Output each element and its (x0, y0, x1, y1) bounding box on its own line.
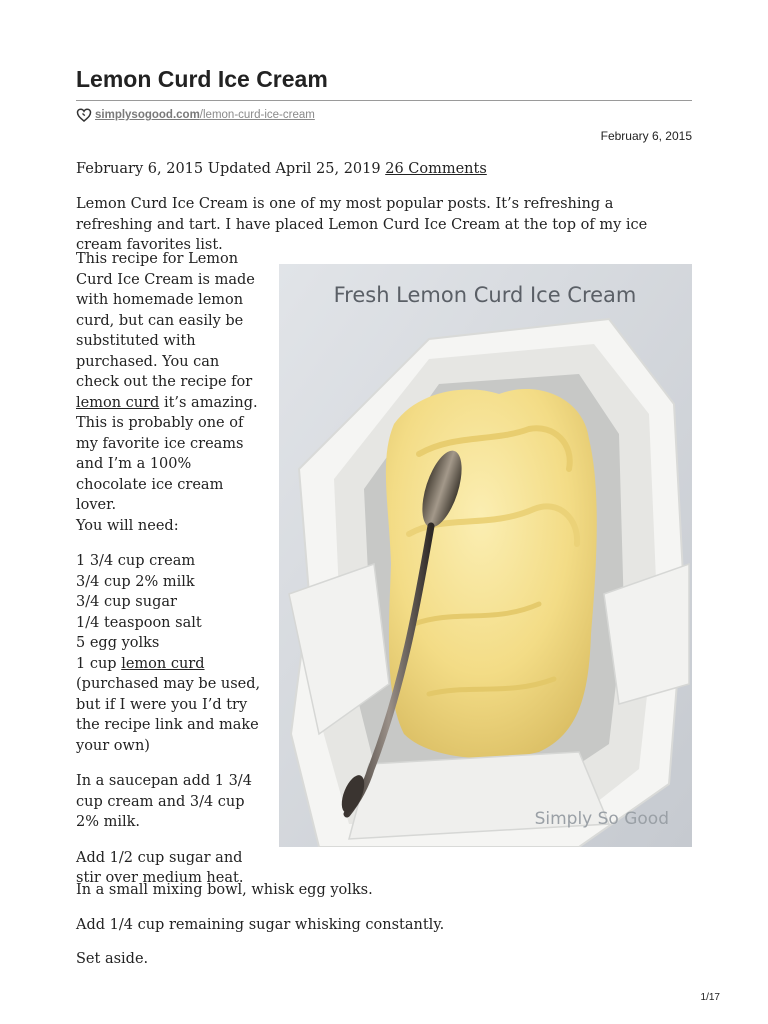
title-divider (76, 100, 692, 101)
post-meta (76, 159, 487, 180)
ingredient-lemon-curd-link[interactable]: lemon curd (121, 655, 205, 672)
heart-icon (76, 107, 92, 123)
ingredient-milk: 3/4 cup 2% milk (76, 573, 195, 590)
step-saucepan: In a saucepan add 1 3/4 cup cream and 3/4 cup 2% milk. (76, 773, 252, 830)
you-will-need-heading: You will need: (76, 517, 179, 534)
post-dates: February 6, 2015 Updated April 25, 2019 (76, 161, 381, 177)
ice-cream-photo (279, 264, 692, 847)
ingredients-list (76, 551, 261, 756)
steps-list (76, 880, 692, 984)
photo-caption: Fresh Lemon Curd Ice Cream (333, 283, 637, 307)
description-paragraph (76, 249, 261, 516)
description-text: This recipe for Lemon Curd Ice Cream is made with homemade lemon curd, but can easily be substituted with purchased. You can check out the recipe for (76, 251, 255, 390)
clip-date: February 6, 2015 (600, 129, 692, 143)
step-add-remaining-sugar: Add 1/4 cup remaining sugar whisking constantly. (76, 916, 445, 933)
ingredient-curd-prefix: 1 cup (76, 655, 117, 672)
step-set-aside: Set aside. (76, 951, 149, 967)
source-link[interactable] (76, 106, 315, 124)
recipe-left-column (76, 249, 261, 889)
recipe-photo (279, 264, 692, 847)
intro-paragraph: Lemon Curd Ice Cream is one of my most popular posts. It’s refreshing a refreshing and tart. I have placed Lemon Curd Ice Cream at the top of my ice cream favorites list. (76, 196, 648, 253)
step-whisk-yolks: In a small mixing bowl, whisk egg yolks. (76, 882, 373, 898)
ingredient-cream: 1 3/4 cup cream (76, 553, 196, 569)
source-domain[interactable]: simplysogood.com (95, 109, 200, 121)
ingredient-curd-note: (purchased may be used, but if I were you I’d try the recipe link and make your own) (76, 676, 261, 754)
ingredient-salt: 1/4 teaspoon salt (76, 614, 202, 631)
lemon-curd-link[interactable]: lemon curd (76, 394, 160, 411)
step-add-sugar: Add 1/2 cup sugar and stir over medium heat. (76, 849, 244, 886)
page-title: Lemon Curd Ice Cream (76, 66, 328, 92)
source-path[interactable]: /lemon-curd-ice-cream (199, 109, 315, 121)
ingredient-sugar: 3/4 cup sugar (76, 594, 177, 610)
description-text-continued: it’s amazing. This is probably one of my favorite ice creams and I’m a 100% chocolate ice cream lover. (76, 394, 258, 513)
page-number: 1/17 (700, 992, 720, 1003)
photo-watermark: Simply So Good (534, 809, 669, 829)
ingredient-yolks: 5 egg yolks (76, 635, 160, 651)
comments-link[interactable]: 26 Comments (385, 161, 487, 177)
